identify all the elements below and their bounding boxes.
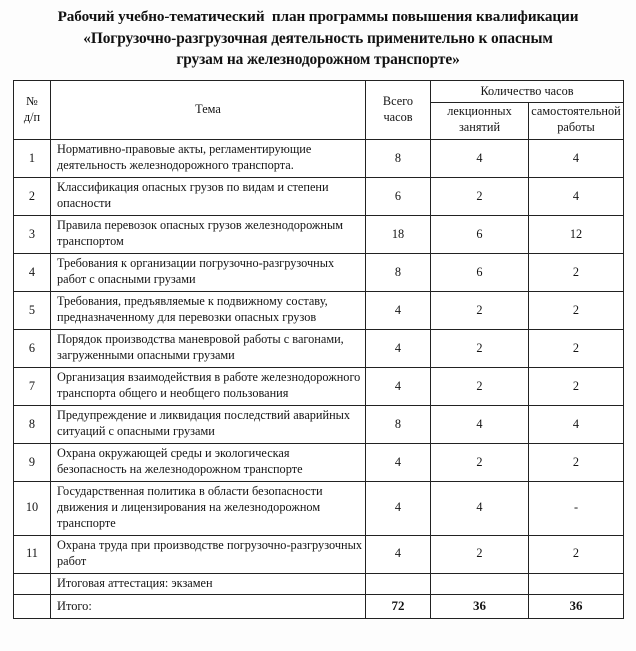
row-self-study-hours: 2: [529, 535, 624, 573]
row-self-study-hours: 2: [529, 444, 624, 482]
row-self-study-hours: 36: [529, 594, 624, 618]
row-number: 6: [14, 330, 51, 368]
table-row: [14, 535, 624, 573]
row-topic: Итоговая аттестация: экзамен: [51, 573, 366, 594]
row-total-hours: 8: [366, 140, 431, 178]
row-number: 10: [14, 482, 51, 536]
page-title: [0, 0, 636, 71]
title-line-3: грузам на железнодорожном транспорте»: [176, 51, 460, 69]
row-number: 8: [14, 406, 51, 444]
row-number: 9: [14, 444, 51, 482]
row-topic: Порядок производства маневровой работы с вагонами, загруженными опасными грузами: [51, 330, 366, 368]
row-topic: Правила перевозок опасных грузов железнодорожным транспортом: [51, 216, 366, 254]
totals-row: [14, 594, 624, 618]
row-self-study-hours: 4: [529, 406, 624, 444]
row-lecture-hours: 36: [431, 594, 529, 618]
row-self-study-hours: [529, 573, 624, 594]
row-self-study-hours: 12: [529, 216, 624, 254]
row-lecture-hours: 2: [431, 178, 529, 216]
row-topic: Организация взаимодействия в работе железнодорожного транспорта общего и необщего пользования: [51, 368, 366, 406]
row-lecture-hours: 2: [431, 330, 529, 368]
row-total-hours: 4: [366, 330, 431, 368]
table-row: [14, 178, 624, 216]
title-line-2: «Погрузочно-разгрузочная деятельность применительно к опасным: [83, 29, 553, 47]
curriculum-table-wrapper: [13, 80, 623, 618]
table-row: [14, 254, 624, 292]
row-total-hours: 18: [366, 216, 431, 254]
row-self-study-hours: 4: [529, 140, 624, 178]
row-total-hours: 72: [366, 594, 431, 618]
row-topic: Предупреждение и ликвидация последствий аварийных ситуаций с опасными грузами: [51, 406, 366, 444]
row-number: 7: [14, 368, 51, 406]
row-lecture-hours: 2: [431, 292, 529, 330]
row-total-hours: 4: [366, 482, 431, 536]
column-header-lectures-line2: занятий: [458, 120, 501, 135]
row-self-study-hours: 2: [529, 368, 624, 406]
column-header-hours-group: Количество часов: [431, 81, 624, 103]
curriculum-table: [13, 80, 624, 618]
table-row: [14, 292, 624, 330]
row-topic: Требования к организации погрузочно-разгрузочных работ с опасными грузами: [51, 254, 366, 292]
row-topic: Итого:: [51, 594, 366, 618]
table-row: [14, 482, 624, 536]
row-topic: Требования, предъявляемые к подвижному составу, предназначенному для перевозки опасных грузов: [51, 292, 366, 330]
column-header-self-line2: работы: [557, 120, 595, 135]
row-lecture-hours: 6: [431, 254, 529, 292]
column-header-number-line1: №: [26, 94, 38, 109]
title-line-1: Рабочий учебно-тематический план программы повышения квалификации: [57, 8, 579, 25]
row-lecture-hours: 6: [431, 216, 529, 254]
row-number: 1: [14, 140, 51, 178]
table-row: [14, 330, 624, 368]
table-row: [14, 140, 624, 178]
column-header-total-hours: [366, 81, 431, 140]
row-total-hours: 6: [366, 178, 431, 216]
row-number: 5: [14, 292, 51, 330]
column-header-number-line2: д/п: [23, 110, 41, 125]
row-total-hours: 8: [366, 254, 431, 292]
row-self-study-hours: 2: [529, 292, 624, 330]
column-header-self-study: [529, 103, 624, 140]
row-self-study-hours: 4: [529, 178, 624, 216]
row-topic: Охрана труда при производстве погрузочно-разгрузочных работ: [51, 535, 366, 573]
column-header-number: [14, 81, 51, 140]
row-number: 3: [14, 216, 51, 254]
final-assessment-row: [14, 573, 624, 594]
row-self-study-hours: -: [529, 482, 624, 536]
row-number: 11: [14, 535, 51, 573]
column-header-lectures: [431, 103, 529, 140]
row-topic: Государственная политика в области безопасности движения и лицензирования на железнодорожном транспорте: [51, 482, 366, 536]
table-row: [14, 216, 624, 254]
header-row-main: [14, 81, 624, 103]
column-header-total-line2: часов: [383, 110, 413, 125]
row-lecture-hours: 2: [431, 444, 529, 482]
row-lecture-hours: [431, 573, 529, 594]
row-self-study-hours: 2: [529, 254, 624, 292]
row-total-hours: 4: [366, 535, 431, 573]
row-total-hours: 8: [366, 406, 431, 444]
column-header-self-line1: самостоятельной: [531, 104, 621, 119]
table-row: [14, 406, 624, 444]
row-number: [14, 594, 51, 618]
row-number: 4: [14, 254, 51, 292]
row-topic: Охрана окружающей среды и экологическая безопасность на железнодорожном транспорте: [51, 444, 366, 482]
row-lecture-hours: 4: [431, 482, 529, 536]
row-total-hours: 4: [366, 368, 431, 406]
column-header-theme: Тема: [51, 81, 366, 140]
row-self-study-hours: 2: [529, 330, 624, 368]
table-body: [14, 140, 624, 619]
column-header-total-line1: Всего: [382, 94, 414, 109]
row-total-hours: 4: [366, 444, 431, 482]
row-topic: Классификация опасных грузов по видам и степени опасности: [51, 178, 366, 216]
table-header: [14, 81, 624, 140]
row-topic: Нормативно-правовые акты, регламентирующие деятельность железнодорожного транспорта.: [51, 140, 366, 178]
row-number: 2: [14, 178, 51, 216]
table-row: [14, 444, 624, 482]
row-lecture-hours: 4: [431, 406, 529, 444]
row-lecture-hours: 2: [431, 535, 529, 573]
row-total-hours: [366, 573, 431, 594]
row-total-hours: 4: [366, 292, 431, 330]
row-number: [14, 573, 51, 594]
row-lecture-hours: 4: [431, 140, 529, 178]
row-lecture-hours: 2: [431, 368, 529, 406]
table-row: [14, 368, 624, 406]
column-header-lectures-line1: лекционных: [447, 104, 512, 119]
